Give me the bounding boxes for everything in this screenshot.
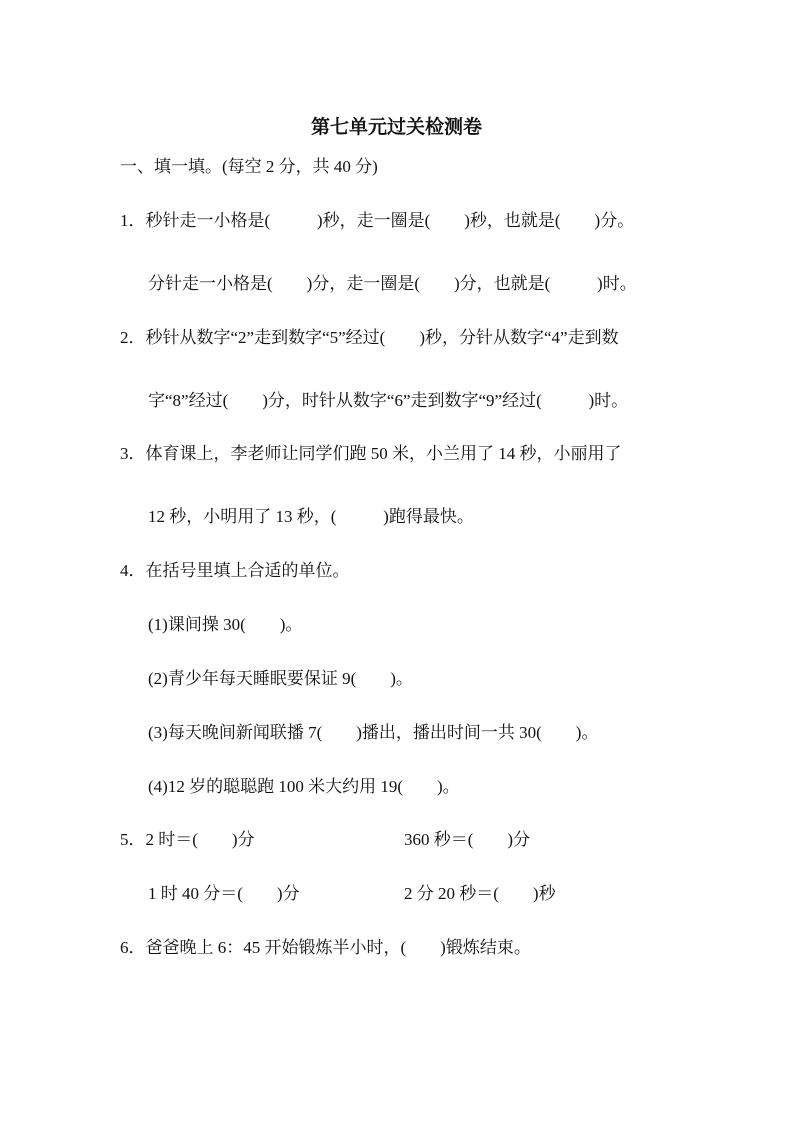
- question-5-item-2: 360 秒＝( )分: [404, 830, 531, 849]
- question-3-line-2: 12 秒，小明用了 13 秒，( )跑得最快。: [148, 507, 474, 526]
- section-heading: 一、填一填。(每空 2 分，共 40 分): [120, 157, 378, 176]
- question-2-line-2: 字“8”经过( )分，时针从数字“6”走到数字“9”经过( )时。: [148, 391, 629, 410]
- question-4-item-4: (4)12 岁的聪聪跑 100 米大约用 19( )。: [148, 777, 460, 796]
- page-title: 第七单元过关检测卷: [310, 116, 482, 138]
- question-3-line-1: 3．体育课上，李老师让同学们跑 50 米，小兰用了 14 秒，小丽用了: [120, 444, 622, 463]
- question-4-heading: 4．在括号里填上合适的单位。: [120, 561, 350, 580]
- question-4-item-1: (1)课间操 30( )。: [148, 615, 303, 634]
- question-5-item-1: 5．2 时＝( )分: [120, 830, 255, 849]
- question-2-line-1: 2．秒针从数字“2”走到数字“5”经过( )秒，分针从数字“4”走到数: [120, 328, 619, 347]
- question-1-line-2: 分针走一小格是( )分，走一圈是( )分，也就是( )时。: [148, 274, 637, 293]
- question-1-line-1: 1．秒针走一小格是( )秒，走一圈是( )秒，也就是( )分。: [120, 211, 635, 230]
- question-5-item-4: 2 分 20 秒＝( )秒: [404, 884, 556, 903]
- question-5-item-3: 1 时 40 分＝( )分: [148, 884, 300, 903]
- question-4-item-2: (2)青少年每天睡眠要保证 9( )。: [148, 669, 413, 688]
- question-6: 6．爸爸晚上 6：45 开始锻炼半小时，( )锻炼结束。: [120, 938, 531, 957]
- question-4-item-3: (3)每天晚间新闻联播 7( )播出，播出时间一共 30( )。: [148, 723, 599, 742]
